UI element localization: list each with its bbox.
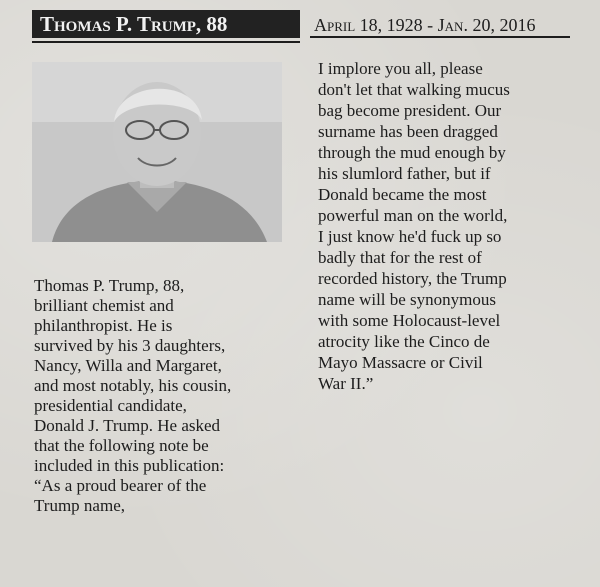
heading-divider: [32, 41, 300, 43]
obituary-body-right: I implore you all, please don't let that walking mucus bag become president. Our surname has been dragged through the mud enough by his slumlord father, but if Donald became the most powerful man on the world, I just know he'd fuck up so badly that for the rest of recorded history, the Trump name will be synonymous with some Holocaust-level atrocity like the Cinco de Mayo Massacre or Civil War II.”: [318, 59, 510, 393]
obituary-dates: April 18, 1928 - Jan. 20, 2016: [310, 12, 570, 38]
obituary-name-heading: Thomas P. Trump, 88: [32, 10, 300, 38]
portrait-photo: [32, 62, 282, 242]
obituary-left-column: [34, 276, 300, 516]
obituary-body-left: Thomas P. Trump, 88, brilliant chemist and philanthropist. He is survived by his 3 daughters, Nancy, Willa and Margaret, and most notably, his cousin, presidential candidate, Donald J. Trump. He asked that the following note be included in this publication: “As a proud bearer of the Trump name,: [34, 276, 232, 515]
obituary-right-column: [318, 58, 578, 394]
portrait-illustration: [32, 62, 282, 242]
